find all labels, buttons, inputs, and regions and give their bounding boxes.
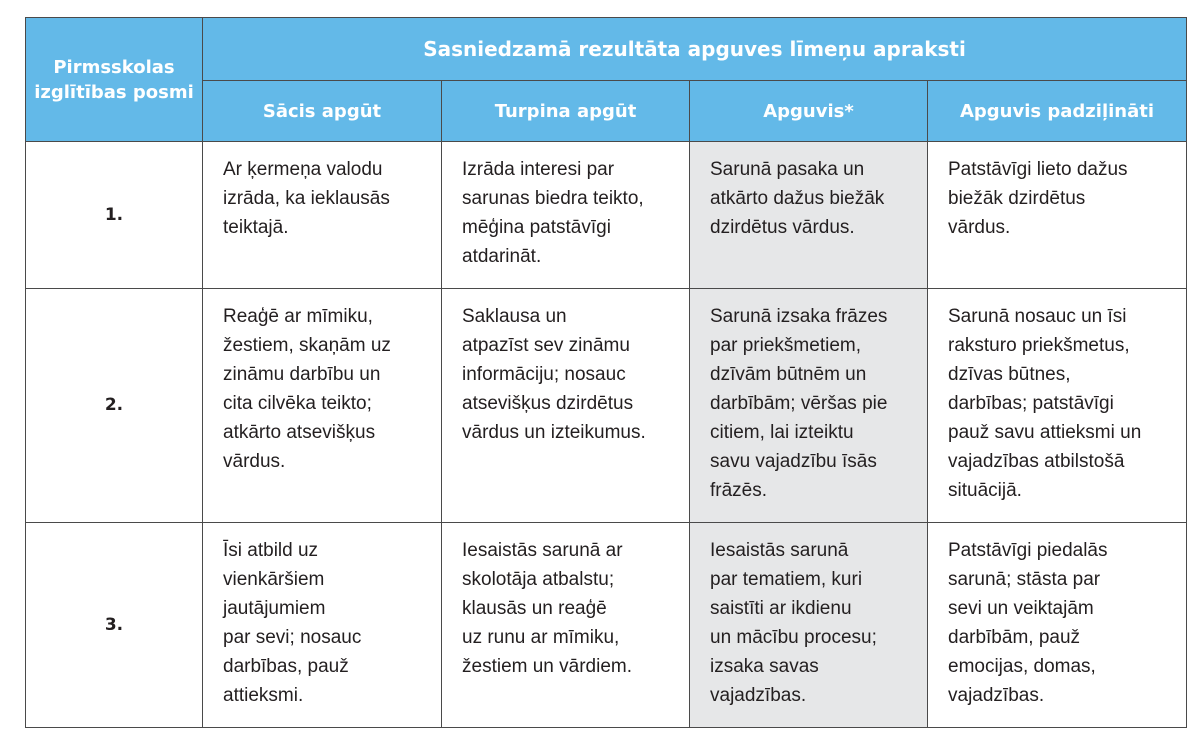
cell-advanced bbox=[928, 289, 1187, 523]
level-header-achieved: Apguvis* bbox=[690, 81, 928, 142]
level-header-advanced: Apguvis padziļināti bbox=[928, 81, 1187, 142]
cell-text: Sarunā izsaka frāzes par priekšmetiem, dzīvām būtnēm un darbībām; vēršas pie citiem, lai izteiktu savu vajadzību īsās frāzēs. bbox=[710, 306, 888, 501]
cell-continuing bbox=[442, 142, 690, 289]
cell-text: Sarunā nosauc un īsi raksturo priekšmetus, dzīvas būtnes, darbības; patstāvīgi pauž savu attieksmi un vajadzības atbilstošā situācijā. bbox=[948, 306, 1142, 501]
levels-group-header: Sasniedzamā rezultāta apguves līmeņu apraksti bbox=[203, 18, 1187, 81]
cell-started bbox=[203, 523, 442, 728]
cell-text: Patstāvīgi lieto dažus biežāk dzirdētus vārdus. bbox=[948, 159, 1128, 238]
achievement-levels-table bbox=[25, 17, 1187, 728]
cell-continuing bbox=[442, 289, 690, 523]
cell-text: Saklausa un atpazīst sev zināmu informāciju; nosauc atsevišķus dzirdētus vārdus un izteikumus. bbox=[462, 306, 646, 443]
stage-number: 1. bbox=[26, 142, 203, 289]
level-header-continuing: Turpina apgūt bbox=[442, 81, 690, 142]
cell-advanced bbox=[928, 142, 1187, 289]
cell-text: Izrāda interesi par sarunas biedra teikto, mēģina patstāvīgi atdarināt. bbox=[462, 159, 644, 267]
table-row bbox=[26, 289, 1187, 523]
cell-advanced bbox=[928, 523, 1187, 728]
cell-text: Īsi atbild uz vienkāršiem jautājumiem par sevi; nosauc darbības, pauž attieksmi. bbox=[223, 540, 362, 706]
cell-achieved bbox=[690, 523, 928, 728]
table-row bbox=[26, 142, 1187, 289]
cell-text: Iesaistās sarunā par tematiem, kuri saistīti ar ikdienu un mācību procesu; izsaka savas vajadzības. bbox=[710, 540, 877, 706]
stage-number: 3. bbox=[26, 523, 203, 728]
cell-started bbox=[203, 142, 442, 289]
cell-text: Reaģē ar mīmiku, žestiem, skaņām uz zināmu darbību un cita cilvēka teikto; atkārto atsevišķus vārdus. bbox=[223, 306, 391, 472]
stage-number: 2. bbox=[26, 289, 203, 523]
cell-continuing bbox=[442, 523, 690, 728]
stage-column-header: Pirmsskolas izglītības posmi bbox=[26, 18, 203, 142]
table-row bbox=[26, 523, 1187, 728]
cell-text: Ar ķermeņa valodu izrāda, ka ieklausās teiktajā. bbox=[223, 159, 390, 238]
cell-achieved bbox=[690, 142, 928, 289]
cell-achieved bbox=[690, 289, 928, 523]
cell-text: Patstāvīgi piedalās sarunā; stāsta par sevi un veiktajām darbībām, pauž emocijas, domas, vajadzības. bbox=[948, 540, 1108, 706]
cell-text: Iesaistās sarunā ar skolotāja atbalstu; klausās un reaģē uz runu ar mīmiku, žestiem un vārdiem. bbox=[462, 540, 633, 677]
cell-text: Sarunā pasaka un atkārto dažus biežāk dzirdētus vārdus. bbox=[710, 159, 885, 238]
cell-started bbox=[203, 289, 442, 523]
level-header-started: Sācis apgūt bbox=[203, 81, 442, 142]
